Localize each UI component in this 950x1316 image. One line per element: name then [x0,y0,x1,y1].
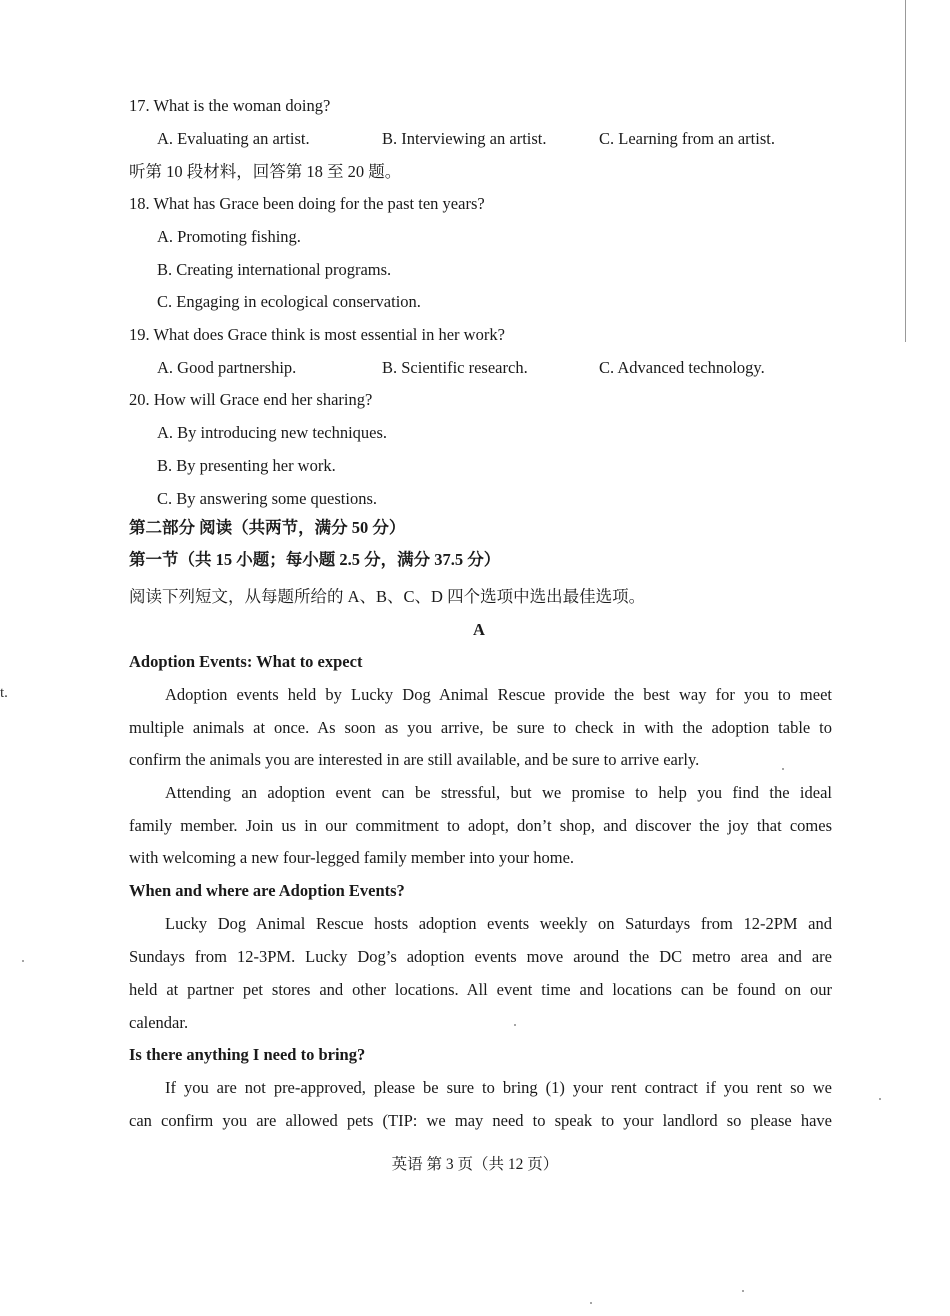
q20-stem: 20. How will Grace end her sharing? [129,390,373,409]
margin-mark: t. [0,685,8,701]
scan-speck [782,768,784,770]
q19-option-c: C. Advanced technology. [599,358,765,377]
passage-letter: A [473,620,485,639]
p1-line-3: confirm the animals you are interested in are still available, and be sure to arrive early. [129,750,700,769]
scan-speck [590,1302,592,1304]
p2-line-1: Attending an adoption event can be stressful, but we promise to help you find the ideal [165,783,832,802]
q20-option-a: A. By introducing new techniques. [157,423,388,442]
q19-option-b: B. Scientific research. [382,358,528,377]
p4-line-2: can confirm you are allowed pets (TIP: we may need to speak to your landlord so please have [129,1111,832,1130]
page-footer: 英语 第 3 页（共 12 页） [391,1156,559,1173]
p2-line-2: family member. Join us in our commitment to adopt, don’t shop, and discover the joy that comes [129,816,832,835]
q20-option-b: B. By presenting her work. [157,456,336,475]
p3-line-3: held at partner pet stores and other locations. All event time and locations can be found on our [129,980,832,999]
q18-option-a: A. Promoting fishing. [157,227,301,246]
scan-speck [742,1290,744,1292]
q17-stem: 17. What is the woman doing? [129,96,331,115]
q18-option-c: C. Engaging in ecological conservation. [157,292,421,311]
part2-instruction: 阅读下列短文，从每题所给的 A、B、C、D 四个选项中选出最佳选项。 [129,587,646,606]
p1-line-1: Adoption events held by Lucky Dog Animal Rescue provide the best way for you to meet [165,685,832,704]
listening-instruction-10: 听第 10 段材料，回答第 18 至 20 题。 [129,162,402,181]
p4-line-1: If you are not pre-approved, please be sure to bring (1) your rent contract if you rent so we [165,1078,832,1097]
q17-option-b: B. Interviewing an artist. [382,129,547,148]
p3-line-2: Sundays from 12-3PM. Lucky Dog’s adoption events move around the DC metro area and are [129,947,832,966]
scan-speck [514,1024,516,1026]
p2-line-3: with welcoming a new four-legged family member into your home. [129,848,575,867]
scan-speck [879,1098,881,1100]
passage-heading-when-where: When and where are Adoption Events? [129,881,405,900]
passage-heading-expect: Adoption Events: What to expect [129,652,363,671]
q19-option-a: A. Good partnership. [157,358,297,377]
q19-stem: 19. What does Grace think is most essential in her work? [129,325,505,344]
p3-line-1: Lucky Dog Animal Rescue hosts adoption events weekly on Saturdays from 12-2PM and [165,914,832,933]
q17-option-a: A. Evaluating an artist. [157,129,310,148]
part2-heading: 第二部分 阅读（共两节，满分 50 分） [129,518,406,537]
scan-speck [22,960,24,962]
q18-option-b: B. Creating international programs. [157,260,392,279]
q17-option-c: C. Learning from an artist. [599,129,775,148]
scan-edge-line [905,0,906,342]
p3-line-4: calendar. [129,1013,189,1032]
q20-option-c: C. By answering some questions. [157,489,377,508]
p1-line-2: multiple animals at once. As soon as you arrive, be sure to check in with the adoption table to [129,718,832,737]
passage-heading-bring: Is there anything I need to bring? [129,1045,366,1064]
part2-section1-heading: 第一节（共 15 小题；每小题 2.5 分，满分 37.5 分） [129,550,501,569]
q18-stem: 18. What has Grace been doing for the past ten years? [129,194,485,213]
